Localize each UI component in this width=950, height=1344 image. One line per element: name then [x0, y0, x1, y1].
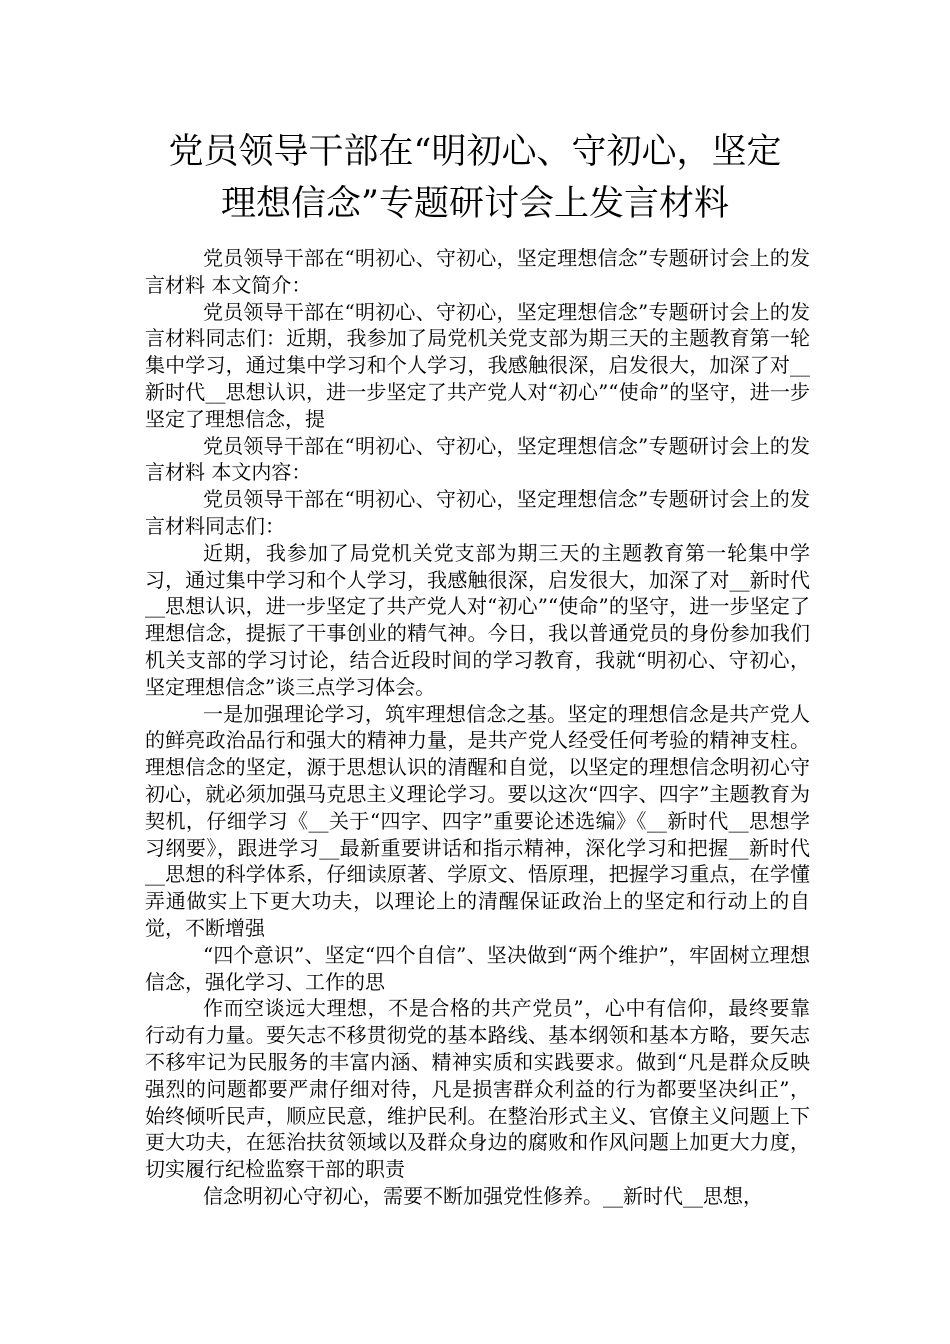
document-body — [145, 245, 810, 1210]
paragraph: 党员领导干部在“明初心、守初心，坚定理想信念”专题研讨会上的发言材料同志们： — [145, 487, 810, 538]
title-line-2: 理想信念”专题研讨会上发言材料 — [221, 184, 729, 224]
paragraph: 党员领导干部在“明初心、守初心，坚定理想信念”专题研讨会上的发言材料同志们：近期，我参加了局党机关党支部为期三天的主题教育第一轮集中学习，通过集中学习和个人学习，我感触很深，启发很大，加深了对__新时代__思想认识，进一步坚定了共产党人对“初心”“使命”的坚守，进一步坚定了理想信念，提 — [145, 299, 810, 431]
paragraph: 信念明初心守初心，需要不断加强党性修养。__新时代__思想， — [203, 1183, 763, 1208]
paragraph: 作而空谈远大理想，不是合格的共产党员”，心中有信仰，最终要靠行动有力量。要矢志不移贯彻党的基本路线、基本纲领和基本方略，要矢志不移牢记为民服务的丰富内涵、精神实质和实践要求。做到“凡是群众反映强烈的问题都要严肃仔细对待，凡是损害群众利益的行为都要坚决纠正”，始终倾听民声，顺应民意，维护民利。在整治形式主义、官僚主义问题上下更大功夫，在惩治扶贫领域以及群众身边的腐败和作风问题上加更大力度，切实履行纪检监察干部的职责 — [145, 996, 810, 1182]
paragraph: 党员领导干部在“明初心、守初心，坚定理想信念”专题研讨会上的发言材料 本文内容： — [145, 433, 810, 485]
paragraph: 近期，我参加了局党机关党支部为期三天的主题教育第一轮集中学习，通过集中学习和个人学习，我感触很深，启发很大，加深了对__新时代__思想认识，进一步坚定了共产党人对“初心”“使命”的坚守，进一步坚定了理想信念，提振了干事创业的精气神。今日，我以普通党员的身份参加我们机关支部的学习讨论，结合近段时间的学习教育，我就“明初心、守初心，坚定理想信念”谈三点学习体会。 — [145, 540, 810, 699]
title-line-1: 党员领导干部在“明初心、守初心，坚定 — [168, 132, 782, 172]
paragraph: “四个意识”、坚定“四个自信”、坚决做到“两个维护”，牢固树立理想信念，强化学习、工作的思 — [145, 942, 810, 994]
paragraph: 党员领导干部在“明初心、守初心，坚定理想信念”专题研讨会上的发言材料 本文简介： — [145, 246, 810, 297]
paragraph: 一是加强理论学习，筑牢理想信念之基。坚定的理想信念是共产党人的鲜亮政治品行和强大的精神力量，是共产党人经受任何考验的精神支柱。理想信念的坚定，源于思想认识的清醒和自觉，以坚定的理想信念明初心守初心，就必须加强马克思主义理论学习。要以这次“四字、四字”主题教育为契机，仔细学习《__关于“四字、四字”重要论述选编》《__新时代__思想学习纲要》，跟进学习__最新重要讲话和指示精神，深化学习和把握__新时代__思想的科学体系，仔细读原著、学原文、悟原理，把握学习重点，在学懂弄通做实上下更大功夫，以理论上的清醒保证政治上的坚定和行动上的自觉，不断增强 — [145, 701, 810, 940]
document-title — [0, 126, 950, 230]
